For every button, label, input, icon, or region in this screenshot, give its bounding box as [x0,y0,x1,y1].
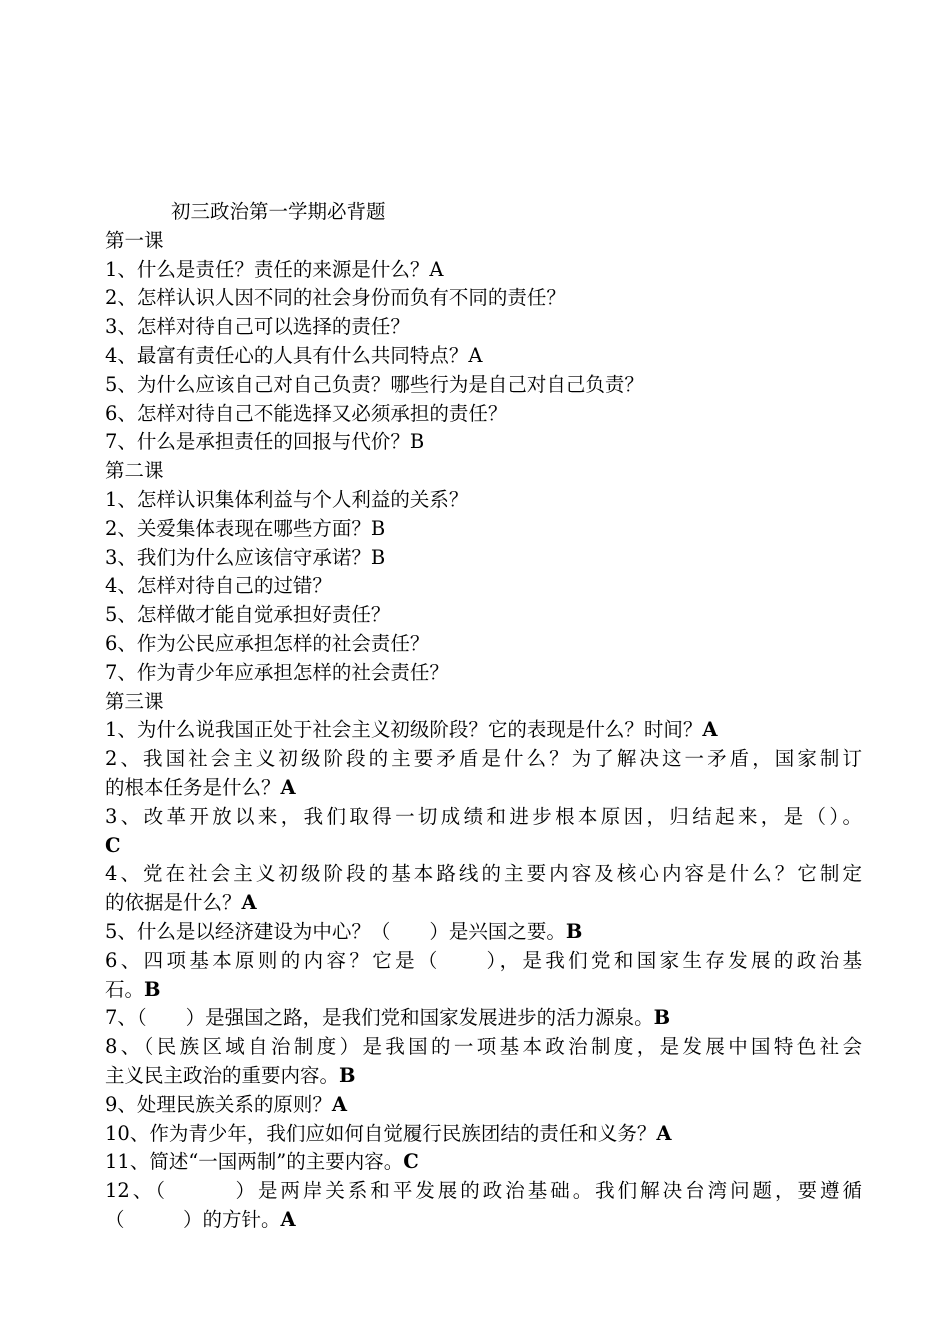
list-item-continuation [105,832,862,861]
lesson-heading-3: 第三课 [105,689,164,713]
list-item: 8、（民族区域自治制度）是我国的一项基本政治制度，是发展中国特色社会 [105,1035,862,1059]
list-item [105,1091,862,1120]
answer-mark: B [339,1063,356,1087]
lesson-heading-2: 第二课 [105,459,164,483]
list-item: 12、（ ）是两岸关系和平发展的政治基础。我们解决台湾问题，要遵循 [105,1179,862,1203]
list-item: 7、什么是承担责任的回报与代价？B [105,430,425,454]
answer-mark: B [565,919,583,943]
list-item: 3、我们为什么应该信守承诺？B [105,545,386,569]
list-item [105,1148,862,1177]
list-item: 6、怎样对待自己不能选择又必须承担的责任？ [105,401,508,425]
answer-mark: A [702,718,718,742]
answer-mark: B [144,977,161,1001]
list-item-continuation [105,976,862,1005]
list-item: 2、我国社会主义初级阶段的主要矛盾是什么？为了解决这一矛盾，国家制订 [105,747,862,771]
item-text: 5、什么是以经济建设为中心？（ ）是兴国之要。 [105,919,566,943]
list-item: 1、怎样认识集体利益与个人利益的关系？ [105,487,469,511]
list-item: 5、为什么应该自己对自己负责？哪些行为是自己对自己负责？ [105,372,644,396]
item-text: 11、简述“一国两制”的主要内容。 [105,1150,404,1174]
list-item: 4、最富有责任心的人具有什么共同特点？A [105,343,483,367]
list-item: 7、作为青少年应承担怎样的社会责任？ [105,660,449,684]
list-item: 3、怎样对待自己可以选择的责任？ [105,315,410,339]
list-item: 6、作为公民应承担怎样的社会责任？ [105,631,430,655]
list-item [105,1120,862,1149]
list-item: 6、四项基本原则的内容？它是（ ），是我们党和国家生存发展的政治基 [105,948,862,972]
item-text: 主义民主政治的重要内容。 [105,1063,340,1087]
list-item: 2、关爱集体表现在哪些方面？B [105,516,386,540]
answer-mark: A [331,1092,348,1116]
answer-mark: A [280,1207,296,1231]
list-item: 4、怎样对待自己的过错？ [105,574,332,598]
list-item: 2、怎样认识人因不同的社会身份而负有不同的责任？ [105,286,566,310]
answer-mark: C [105,833,121,857]
lesson-heading-1: 第一课 [105,228,164,252]
list-item-continuation [105,1062,862,1091]
answer-mark: A [280,775,296,799]
page-title: 初三政治第一学期必背题 [171,200,386,223]
list-item [105,716,862,745]
list-item: 1、什么是责任？责任的来源是什么？A [105,257,444,281]
item-text: 的根本任务是什么？ [105,775,281,799]
answer-mark: C [403,1150,419,1174]
list-item-continuation [105,1206,862,1235]
answer-mark: A [241,891,257,915]
item-text: 7、（ ）是强国之路，是我们党和国家发展进步的活力源泉。 [105,1006,654,1030]
answer-mark: B [653,1006,671,1030]
answer-mark: A [656,1121,672,1145]
list-item-continuation [105,774,862,803]
document-body [105,198,862,1235]
item-text: 9、处理民族关系的原则？ [105,1092,332,1116]
item-text: 10、作为青少年，我们应如何自觉履行民族团结的责任和义务？ [105,1121,657,1145]
item-text: 1、为什么说我国正处于社会主义初级阶段？它的表现是什么？时间？ [105,718,703,742]
list-item-continuation [105,889,862,918]
item-text: 石。 [105,977,145,1001]
list-item [105,1004,862,1033]
list-item: 5、怎样做才能自觉承担好责任？ [105,603,391,627]
item-text: 的依据是什么？ [105,891,242,915]
list-item: 4、党在社会主义初级阶段的基本路线的主要内容及核心内容是什么？它制定 [105,862,862,886]
list-item: 3、改革开放以来，我们取得一切成绩和进步根本原因，归结起来，是（）。 [105,804,862,828]
item-text: （ ）的方针。 [105,1207,281,1231]
list-item [105,918,862,947]
